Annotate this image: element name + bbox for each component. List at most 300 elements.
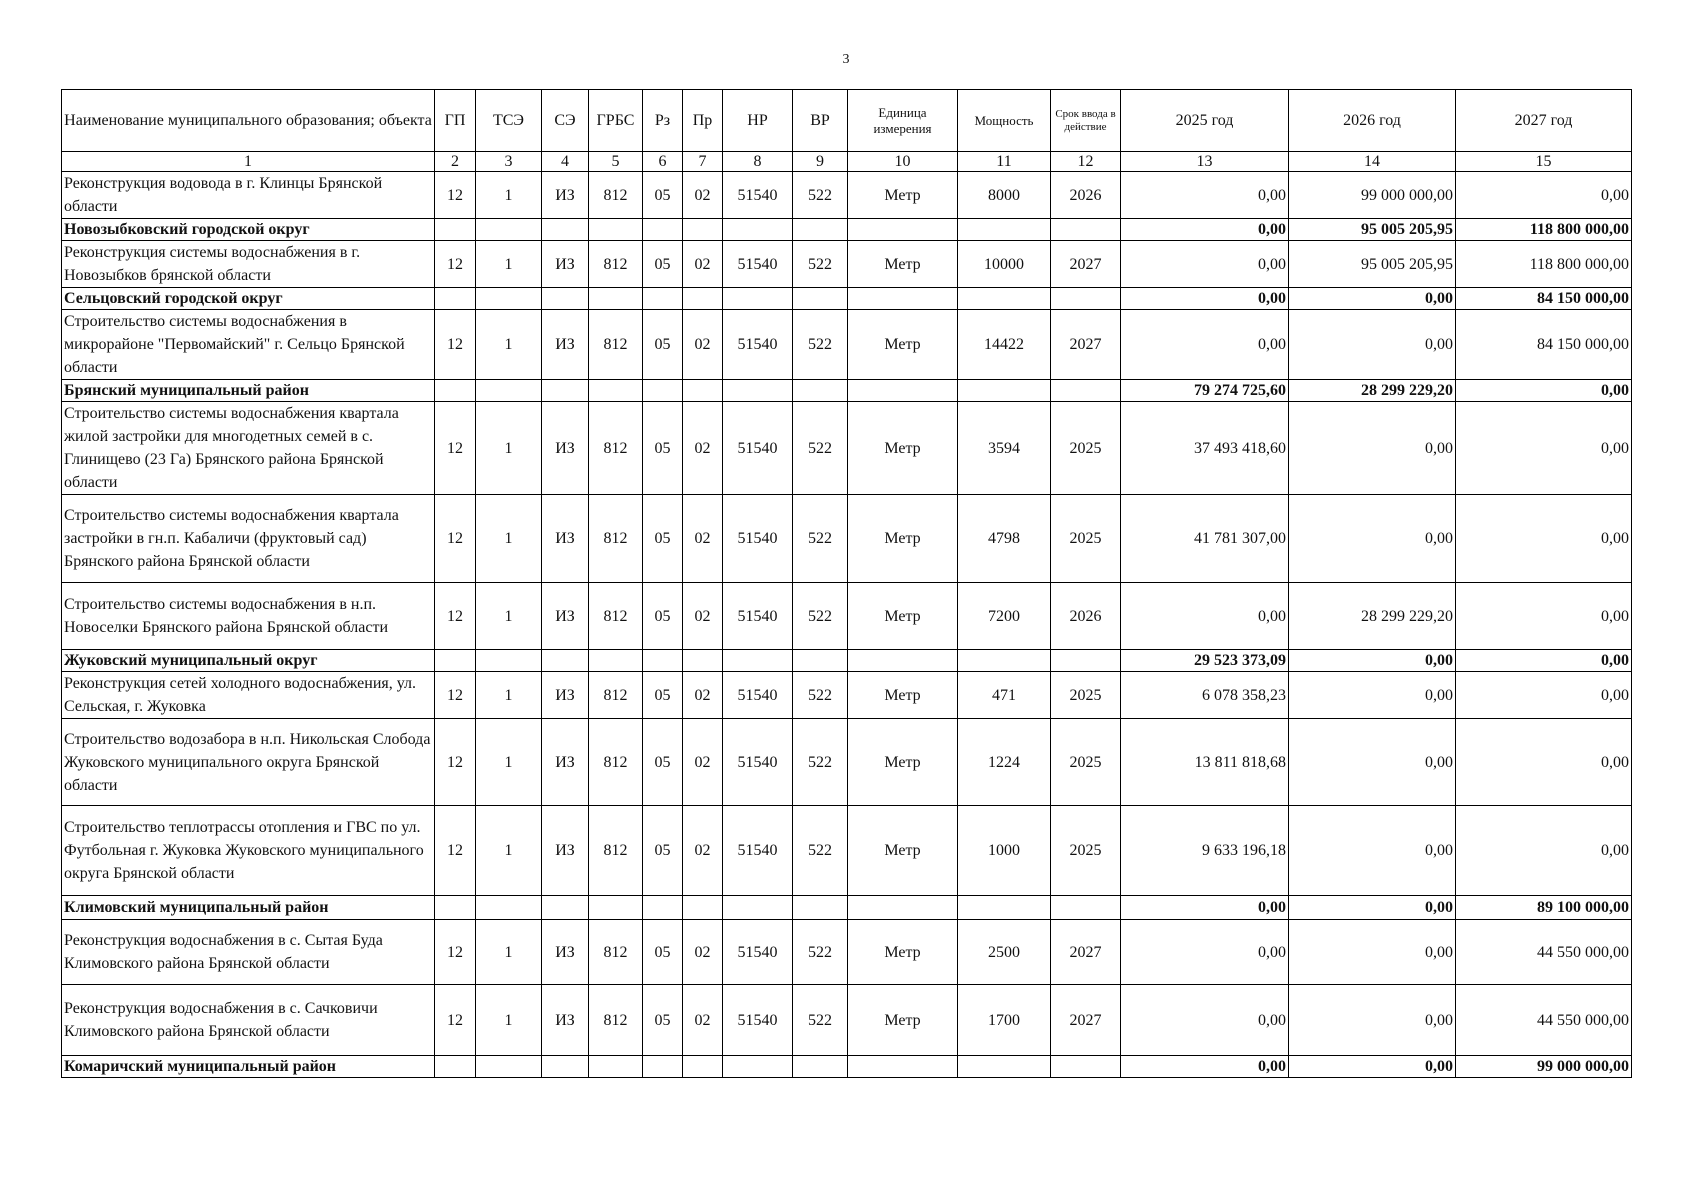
cell-grbs: 812 <box>589 495 643 583</box>
cell-unit <box>848 650 958 672</box>
cell-y2026: 28 299 229,20 <box>1289 583 1456 650</box>
header-2027: 2027 год <box>1456 90 1632 152</box>
cell-vr: 522 <box>793 310 848 380</box>
cell-grbs: 812 <box>589 920 643 985</box>
cell-pr: 02 <box>683 920 723 985</box>
cell-tse: 1 <box>476 495 542 583</box>
cell-term <box>1051 288 1121 310</box>
cell-grbs <box>589 896 643 920</box>
column-number-cell: 11 <box>958 152 1051 172</box>
cell-y2025: 37 493 418,60 <box>1121 402 1289 495</box>
cell-tse: 1 <box>476 920 542 985</box>
cell-rz: 05 <box>643 985 683 1056</box>
cell-vr: 522 <box>793 985 848 1056</box>
cell-y2025: 0,00 <box>1121 985 1289 1056</box>
cell-gp <box>435 1056 476 1078</box>
header-tse: ТСЭ <box>476 90 542 152</box>
table-row <box>62 985 1632 1056</box>
cell-pr <box>683 219 723 241</box>
cell-y2027: 0,00 <box>1456 719 1632 806</box>
cell-nr: 51540 <box>723 402 793 495</box>
cell-y2026: 0,00 <box>1289 310 1456 380</box>
cell-tse: 1 <box>476 583 542 650</box>
cell-y2025: 0,00 <box>1121 241 1289 288</box>
column-number-cell: 7 <box>683 152 723 172</box>
cell-name: Брянский муниципальный район <box>62 380 435 402</box>
cell-capacity: 471 <box>958 672 1051 719</box>
cell-name: Жуковский муниципальный округ <box>62 650 435 672</box>
cell-vr: 522 <box>793 495 848 583</box>
cell-unit: Метр <box>848 806 958 896</box>
cell-vr <box>793 288 848 310</box>
cell-rz: 05 <box>643 310 683 380</box>
cell-y2025: 29 523 373,09 <box>1121 650 1289 672</box>
cell-y2026: 0,00 <box>1289 650 1456 672</box>
cell-capacity: 10000 <box>958 241 1051 288</box>
cell-y2027: 0,00 <box>1456 495 1632 583</box>
cell-nr <box>723 1056 793 1078</box>
table-body <box>62 90 1632 1078</box>
cell-y2025: 0,00 <box>1121 1056 1289 1078</box>
cell-gp <box>435 380 476 402</box>
cell-gp <box>435 650 476 672</box>
cell-nr: 51540 <box>723 172 793 219</box>
cell-unit: Метр <box>848 172 958 219</box>
cell-nr <box>723 380 793 402</box>
cell-se: ИЗ <box>542 920 589 985</box>
column-number-cell: 8 <box>723 152 793 172</box>
cell-rz: 05 <box>643 806 683 896</box>
header-2026: 2026 год <box>1289 90 1456 152</box>
cell-rz: 05 <box>643 719 683 806</box>
cell-nr: 51540 <box>723 672 793 719</box>
cell-term: 2025 <box>1051 806 1121 896</box>
cell-term <box>1051 380 1121 402</box>
cell-y2025: 0,00 <box>1121 310 1289 380</box>
header-2025: 2025 год <box>1121 90 1289 152</box>
cell-pr <box>683 288 723 310</box>
cell-se: ИЗ <box>542 985 589 1056</box>
cell-pr: 02 <box>683 985 723 1056</box>
cell-gp: 12 <box>435 583 476 650</box>
cell-gp: 12 <box>435 495 476 583</box>
cell-grbs: 812 <box>589 172 643 219</box>
cell-y2026: 0,00 <box>1289 896 1456 920</box>
cell-y2026: 0,00 <box>1289 806 1456 896</box>
cell-y2025: 13 811 818,68 <box>1121 719 1289 806</box>
cell-se <box>542 380 589 402</box>
cell-rz: 05 <box>643 495 683 583</box>
cell-y2026: 28 299 229,20 <box>1289 380 1456 402</box>
cell-pr: 02 <box>683 241 723 288</box>
cell-se <box>542 650 589 672</box>
cell-pr <box>683 380 723 402</box>
column-number-cell: 5 <box>589 152 643 172</box>
cell-rz: 05 <box>643 583 683 650</box>
cell-y2025: 0,00 <box>1121 896 1289 920</box>
cell-nr <box>723 219 793 241</box>
cell-se: ИЗ <box>542 172 589 219</box>
cell-gp: 12 <box>435 310 476 380</box>
cell-unit <box>848 1056 958 1078</box>
header-capacity: Мощность <box>958 90 1051 152</box>
cell-gp: 12 <box>435 241 476 288</box>
cell-grbs: 812 <box>589 719 643 806</box>
cell-term <box>1051 896 1121 920</box>
cell-tse <box>476 288 542 310</box>
header-rz: Рз <box>643 90 683 152</box>
cell-y2027: 0,00 <box>1456 650 1632 672</box>
cell-name: Климовский муниципальный район <box>62 896 435 920</box>
cell-unit: Метр <box>848 310 958 380</box>
group-row <box>62 219 1632 241</box>
cell-tse: 1 <box>476 672 542 719</box>
header-name: Наименование муниципального образования; объекта <box>62 90 435 152</box>
column-number-cell: 9 <box>793 152 848 172</box>
cell-name: Реконструкция водоснабжения в с. Сытая Буда Климовского района Брянской области <box>62 920 435 985</box>
cell-unit: Метр <box>848 241 958 288</box>
column-number-cell: 6 <box>643 152 683 172</box>
cell-grbs: 812 <box>589 583 643 650</box>
cell-rz: 05 <box>643 920 683 985</box>
cell-y2026: 99 000 000,00 <box>1289 172 1456 219</box>
cell-gp: 12 <box>435 985 476 1056</box>
cell-capacity: 2500 <box>958 920 1051 985</box>
table-row <box>62 920 1632 985</box>
cell-unit: Метр <box>848 583 958 650</box>
cell-name: Строительство системы водоснабжения квартала жилой застройки для многодетных семей в с. Глинищево (23 Га) Брянского района Брянской области <box>62 402 435 495</box>
cell-tse <box>476 650 542 672</box>
cell-nr <box>723 288 793 310</box>
cell-term <box>1051 219 1121 241</box>
cell-y2025: 79 274 725,60 <box>1121 380 1289 402</box>
cell-y2025: 0,00 <box>1121 288 1289 310</box>
cell-rz <box>643 219 683 241</box>
column-number-cell: 3 <box>476 152 542 172</box>
cell-rz <box>643 650 683 672</box>
cell-rz <box>643 896 683 920</box>
cell-gp: 12 <box>435 920 476 985</box>
cell-grbs <box>589 380 643 402</box>
table-row <box>62 806 1632 896</box>
cell-name: Реконструкция водовода в г. Клинцы Брянской области <box>62 172 435 219</box>
cell-gp: 12 <box>435 719 476 806</box>
group-row <box>62 650 1632 672</box>
cell-unit <box>848 380 958 402</box>
cell-y2026: 95 005 205,95 <box>1289 241 1456 288</box>
cell-unit: Метр <box>848 985 958 1056</box>
cell-name: Строительство системы водоснабжения в н.п. Новоселки Брянского района Брянской области <box>62 583 435 650</box>
cell-se: ИЗ <box>542 719 589 806</box>
cell-tse: 1 <box>476 719 542 806</box>
cell-capacity <box>958 380 1051 402</box>
cell-y2026: 0,00 <box>1289 672 1456 719</box>
cell-unit: Метр <box>848 495 958 583</box>
cell-name: Новозыбковский городской округ <box>62 219 435 241</box>
cell-capacity <box>958 219 1051 241</box>
table-row <box>62 241 1632 288</box>
cell-grbs: 812 <box>589 241 643 288</box>
cell-y2025: 0,00 <box>1121 172 1289 219</box>
cell-se: ИЗ <box>542 402 589 495</box>
cell-grbs <box>589 288 643 310</box>
table-row <box>62 672 1632 719</box>
cell-y2027: 0,00 <box>1456 806 1632 896</box>
cell-y2025: 9 633 196,18 <box>1121 806 1289 896</box>
cell-y2027: 0,00 <box>1456 172 1632 219</box>
header-nr: НР <box>723 90 793 152</box>
cell-rz <box>643 288 683 310</box>
column-number-cell: 15 <box>1456 152 1632 172</box>
cell-vr: 522 <box>793 583 848 650</box>
cell-capacity: 1700 <box>958 985 1051 1056</box>
cell-tse <box>476 219 542 241</box>
cell-name: Комаричский муниципальный район <box>62 1056 435 1078</box>
cell-y2027: 118 800 000,00 <box>1456 219 1632 241</box>
column-number-cell: 2 <box>435 152 476 172</box>
cell-rz <box>643 1056 683 1078</box>
table-row <box>62 583 1632 650</box>
cell-nr: 51540 <box>723 495 793 583</box>
budget-table <box>61 89 1632 1078</box>
cell-se <box>542 288 589 310</box>
cell-se <box>542 219 589 241</box>
cell-capacity <box>958 650 1051 672</box>
cell-y2025: 41 781 307,00 <box>1121 495 1289 583</box>
cell-capacity: 4798 <box>958 495 1051 583</box>
cell-y2027: 99 000 000,00 <box>1456 1056 1632 1078</box>
cell-capacity: 1000 <box>958 806 1051 896</box>
cell-rz: 05 <box>643 241 683 288</box>
header-vr: ВР <box>793 90 848 152</box>
cell-grbs <box>589 219 643 241</box>
cell-grbs: 812 <box>589 985 643 1056</box>
cell-gp: 12 <box>435 172 476 219</box>
cell-grbs <box>589 1056 643 1078</box>
cell-y2027: 0,00 <box>1456 672 1632 719</box>
cell-term: 2027 <box>1051 985 1121 1056</box>
cell-name: Строительство водозабора в н.п. Никольская Слобода Жуковского муниципального округа Брянской области <box>62 719 435 806</box>
cell-name: Реконструкция сетей холодного водоснабжения, ул. Сельская, г. Жуковка <box>62 672 435 719</box>
cell-tse: 1 <box>476 402 542 495</box>
cell-name: Строительство теплотрассы отопления и ГВС по ул. Футбольная г. Жуковка Жуковского муниципального округа Брянской области <box>62 806 435 896</box>
page-number: 3 <box>842 52 850 67</box>
cell-grbs: 812 <box>589 672 643 719</box>
cell-y2025: 6 078 358,23 <box>1121 672 1289 719</box>
cell-name: Строительство системы водоснабжения квартала застройки в гн.п. Кабаличи (фруктовый сад) Брянского района Брянской области <box>62 495 435 583</box>
cell-tse: 1 <box>476 241 542 288</box>
cell-nr <box>723 896 793 920</box>
cell-vr: 522 <box>793 672 848 719</box>
cell-unit: Метр <box>848 672 958 719</box>
table-row <box>62 495 1632 583</box>
group-row <box>62 380 1632 402</box>
cell-gp: 12 <box>435 806 476 896</box>
cell-se: ИЗ <box>542 241 589 288</box>
cell-capacity: 7200 <box>958 583 1051 650</box>
cell-nr: 51540 <box>723 719 793 806</box>
header-row <box>62 90 1632 152</box>
column-number-cell: 13 <box>1121 152 1289 172</box>
cell-rz: 05 <box>643 402 683 495</box>
cell-nr: 51540 <box>723 806 793 896</box>
cell-y2027: 44 550 000,00 <box>1456 920 1632 985</box>
cell-pr <box>683 650 723 672</box>
cell-grbs: 812 <box>589 402 643 495</box>
cell-term <box>1051 1056 1121 1078</box>
cell-nr: 51540 <box>723 310 793 380</box>
cell-y2026: 0,00 <box>1289 495 1456 583</box>
cell-y2027: 84 150 000,00 <box>1456 310 1632 380</box>
cell-pr: 02 <box>683 583 723 650</box>
cell-y2025: 0,00 <box>1121 219 1289 241</box>
cell-vr <box>793 219 848 241</box>
cell-term: 2025 <box>1051 495 1121 583</box>
cell-se: ИЗ <box>542 583 589 650</box>
cell-y2025: 0,00 <box>1121 583 1289 650</box>
cell-term: 2027 <box>1051 241 1121 288</box>
cell-term: 2027 <box>1051 920 1121 985</box>
cell-unit <box>848 219 958 241</box>
table-row <box>62 719 1632 806</box>
cell-y2027: 89 100 000,00 <box>1456 896 1632 920</box>
column-number-cell: 10 <box>848 152 958 172</box>
header-unit: Единица измерения <box>848 90 958 152</box>
group-row <box>62 896 1632 920</box>
cell-nr: 51540 <box>723 241 793 288</box>
cell-term: 2025 <box>1051 672 1121 719</box>
cell-se: ИЗ <box>542 672 589 719</box>
cell-unit: Метр <box>848 719 958 806</box>
cell-capacity <box>958 1056 1051 1078</box>
cell-vr <box>793 1056 848 1078</box>
cell-gp: 12 <box>435 402 476 495</box>
cell-y2026: 0,00 <box>1289 402 1456 495</box>
cell-unit <box>848 288 958 310</box>
cell-term: 2026 <box>1051 172 1121 219</box>
column-number-cell: 1 <box>62 152 435 172</box>
cell-y2027: 0,00 <box>1456 583 1632 650</box>
cell-y2026: 0,00 <box>1289 1056 1456 1078</box>
cell-grbs <box>589 650 643 672</box>
cell-rz: 05 <box>643 172 683 219</box>
table-row <box>62 172 1632 219</box>
cell-pr <box>683 1056 723 1078</box>
cell-grbs: 812 <box>589 806 643 896</box>
cell-tse <box>476 1056 542 1078</box>
column-number-cell: 4 <box>542 152 589 172</box>
cell-y2026: 0,00 <box>1289 920 1456 985</box>
cell-grbs: 812 <box>589 310 643 380</box>
cell-pr: 02 <box>683 402 723 495</box>
cell-tse <box>476 896 542 920</box>
cell-name: Сельцовский городской округ <box>62 288 435 310</box>
cell-pr: 02 <box>683 719 723 806</box>
cell-vr <box>793 380 848 402</box>
cell-y2026: 0,00 <box>1289 985 1456 1056</box>
cell-capacity: 3594 <box>958 402 1051 495</box>
cell-y2027: 0,00 <box>1456 380 1632 402</box>
cell-se: ИЗ <box>542 310 589 380</box>
cell-y2025: 0,00 <box>1121 920 1289 985</box>
cell-capacity: 8000 <box>958 172 1051 219</box>
group-row <box>62 288 1632 310</box>
cell-nr: 51540 <box>723 920 793 985</box>
cell-vr: 522 <box>793 402 848 495</box>
cell-gp <box>435 896 476 920</box>
header-se: СЭ <box>542 90 589 152</box>
cell-gp: 12 <box>435 672 476 719</box>
table-row <box>62 310 1632 380</box>
cell-y2027: 44 550 000,00 <box>1456 985 1632 1056</box>
cell-unit: Метр <box>848 402 958 495</box>
column-number-row <box>62 152 1632 172</box>
cell-rz: 05 <box>643 672 683 719</box>
cell-se <box>542 1056 589 1078</box>
cell-capacity: 1224 <box>958 719 1051 806</box>
cell-pr <box>683 896 723 920</box>
cell-name: Реконструкция водоснабжения в с. Сачковичи Климовского района Брянской области <box>62 985 435 1056</box>
cell-pr: 02 <box>683 172 723 219</box>
cell-y2027: 84 150 000,00 <box>1456 288 1632 310</box>
cell-vr <box>793 650 848 672</box>
cell-nr <box>723 650 793 672</box>
cell-name: Строительство системы водоснабжения в микрорайоне "Первомайский" г. Сельцо Брянской области <box>62 310 435 380</box>
group-row <box>62 1056 1632 1078</box>
cell-pr: 02 <box>683 310 723 380</box>
cell-y2026: 0,00 <box>1289 288 1456 310</box>
cell-se: ИЗ <box>542 495 589 583</box>
cell-capacity <box>958 896 1051 920</box>
cell-term: 2025 <box>1051 402 1121 495</box>
cell-y2026: 0,00 <box>1289 719 1456 806</box>
column-number-cell: 14 <box>1289 152 1456 172</box>
header-gp: ГП <box>435 90 476 152</box>
table-row <box>62 402 1632 495</box>
cell-pr: 02 <box>683 495 723 583</box>
cell-pr: 02 <box>683 672 723 719</box>
cell-tse: 1 <box>476 310 542 380</box>
cell-se: ИЗ <box>542 806 589 896</box>
cell-vr: 522 <box>793 172 848 219</box>
cell-term <box>1051 650 1121 672</box>
cell-vr: 522 <box>793 920 848 985</box>
cell-nr: 51540 <box>723 583 793 650</box>
cell-tse: 1 <box>476 806 542 896</box>
cell-term: 2027 <box>1051 310 1121 380</box>
cell-unit: Метр <box>848 920 958 985</box>
cell-pr: 02 <box>683 806 723 896</box>
cell-capacity: 14422 <box>958 310 1051 380</box>
cell-tse: 1 <box>476 985 542 1056</box>
cell-term: 2025 <box>1051 719 1121 806</box>
header-pr: Пр <box>683 90 723 152</box>
cell-y2027: 118 800 000,00 <box>1456 241 1632 288</box>
column-number-cell: 12 <box>1051 152 1121 172</box>
cell-y2026: 95 005 205,95 <box>1289 219 1456 241</box>
header-term: Срок ввода в действие <box>1051 90 1121 152</box>
cell-capacity <box>958 288 1051 310</box>
cell-vr <box>793 896 848 920</box>
cell-unit <box>848 896 958 920</box>
cell-name: Реконструкция системы водоснабжения в г. Новозыбков брянской области <box>62 241 435 288</box>
cell-vr: 522 <box>793 719 848 806</box>
cell-tse: 1 <box>476 172 542 219</box>
cell-gp <box>435 288 476 310</box>
cell-term: 2026 <box>1051 583 1121 650</box>
cell-vr: 522 <box>793 241 848 288</box>
cell-nr: 51540 <box>723 985 793 1056</box>
